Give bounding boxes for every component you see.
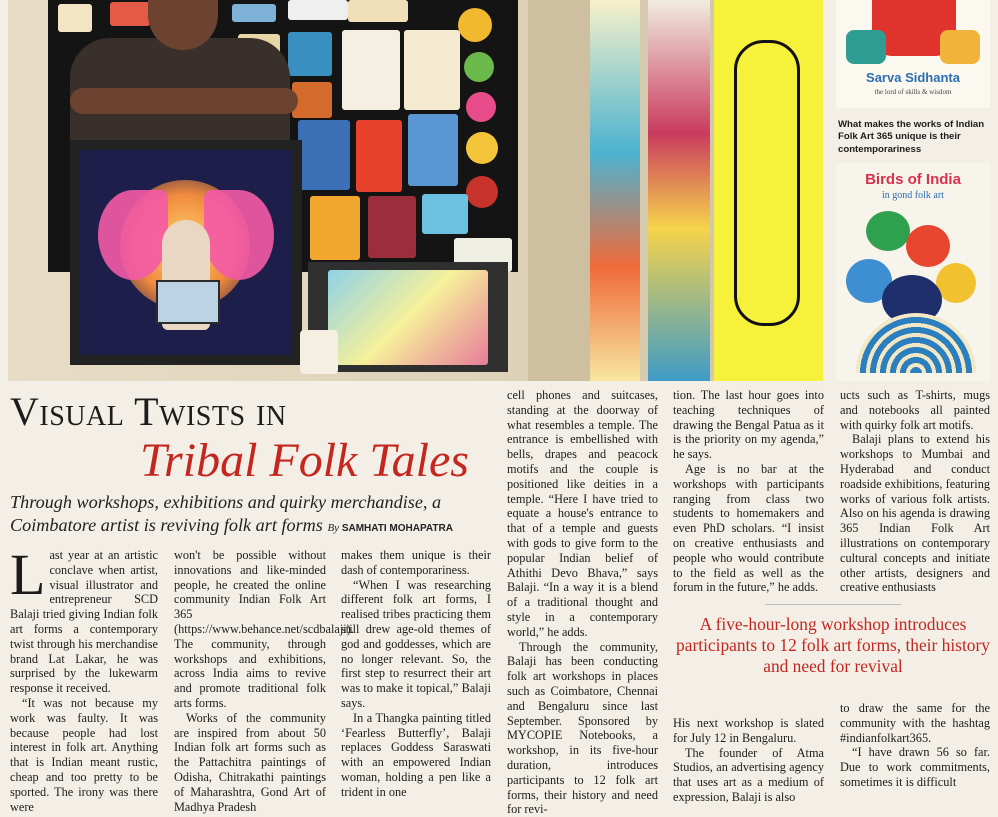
column-5-bottom bbox=[673, 716, 824, 805]
column-5-top bbox=[673, 388, 824, 595]
bird-icon bbox=[936, 263, 976, 303]
dropcap: L bbox=[10, 542, 46, 607]
c3-p3: In a Thangka painting titled ‘Fearless Butterfly’, Balaji replaces Goddess Saraswati with an empowered Indian woman, holding a pen like a trident in one bbox=[341, 710, 491, 799]
hanging-banner-3 bbox=[714, 0, 823, 381]
painted-mug bbox=[300, 330, 338, 374]
byline-by: By bbox=[327, 522, 340, 534]
birds-title: Birds of India bbox=[865, 171, 961, 188]
main-photo bbox=[8, 0, 823, 381]
sarva-sidhanta-subtitle: the lord of skills & wisdom bbox=[874, 88, 952, 96]
c3-p1: makes them unique is their dash of contemporariness. bbox=[341, 548, 491, 577]
fearless-butterfly-artwork bbox=[80, 150, 292, 355]
c5-p2: Age is no bar at the workshops with participants ranging from class two students to homemakers and even PhD scholars. “I insist on creative enthusiasts and people who would contribute to the field as well as the forum in the future,” he adds. bbox=[673, 461, 824, 595]
column-3 bbox=[341, 548, 491, 800]
c5-p1: tion. The last hour goes into teaching techniques of drawing the Bengal Patua as it is the priority on my agenda,” he says. bbox=[673, 388, 824, 462]
column-1 bbox=[10, 542, 158, 814]
birds-subtitle: in gond folk art bbox=[882, 190, 944, 201]
shelf-artwork bbox=[308, 262, 508, 372]
deck-text: Through workshops, exhibitions and quirky merchandise, a Coimbatore artist is reviving folk art forms bbox=[10, 492, 442, 535]
pull-quote-rule bbox=[765, 604, 901, 605]
person-arms bbox=[70, 88, 298, 114]
sarva-sidhanta-artwork bbox=[836, 0, 990, 108]
c2-p2: Works of the community are inspired from about 50 Indian folk art forms such as the Pattachitra paintings of Odisha, Chitrakathi paintings of Maharashtra, Gond Art of Madhya Pradesh bbox=[174, 710, 326, 814]
column-2 bbox=[174, 548, 354, 814]
headline-line1: Visual Twists in bbox=[10, 389, 287, 434]
c5-p4: The founder of Atma Studios, an advertising agency that uses art as a medium of expression, Balaji is also bbox=[673, 745, 824, 804]
column-6-top bbox=[840, 388, 990, 595]
c6-p1: ucts such as T-shirts, mugs and notebooks all painted with quirky folk art motifs. bbox=[840, 388, 990, 432]
c6-p4: “I have drawn 56 so far. Due to work commitments, sometimes it is difficult bbox=[840, 745, 990, 789]
sarva-sidhanta-title: Sarva Sidhanta bbox=[866, 70, 960, 85]
deck bbox=[10, 491, 494, 540]
c4-p1: cell phones and suitcases, standing at the doorway of what resembles a temple. The entrance is embellished with bells, drapes and peacock motifs and the couple is positioned like deities in a temple. “Here I have tried to equate a house's entrance to that of a temple and guests with gods to give form to the popular Indian belief of Athithi Devo Bhava,” says Balaji. “In a way it is a blend of a traditional thought and style in a contemporary world,” he adds. bbox=[507, 388, 658, 639]
c2-p1: won't be possible without innovations and like-minded people, he created the online community Indian Folk Art 365 (https://www.behance.net/scdbalaji). The community, through workshops and exhibitions, across India aims to revive and promote traditional folk arts forms. bbox=[174, 548, 354, 710]
bird-icon bbox=[866, 211, 910, 251]
c1-p2: “It was not because my work was faulty. It was because people had lost interest in folk art. Anything that is Indian meant rustic, cheap and too pretty to be sported. The irony was there were bbox=[10, 695, 158, 814]
c1-p1: ast year at an artistic conclave when artist, visual illustrator and entrepreneur SCD Balaji tried giving Indian folk art forms a contemporary twist through his merchandise brand Lat Lakar, he was surprised by the lukewarm response it received. bbox=[10, 548, 158, 696]
c5-p3: His next workshop is slated for July 12 in Bengaluru. bbox=[673, 716, 824, 745]
c3-p2: “When I was researching different folk art forms, I realised tribes practicing them still drew age-old themes of god and goddesses, which are no longer relevant. So, the first step to resurrect their art was to make it topical,” Balaji says. bbox=[341, 577, 491, 710]
birds-of-india-artwork bbox=[836, 163, 990, 381]
pull-quote: A five-hour-long workshop introduces participants to 12 folk art forms, their history and need for revival bbox=[676, 614, 990, 676]
c4-p2: Through the community, Balaji has been conducting folk art workshops in places such as Coimbatore, Chennai and Bengaluru since last September. Sponsored by MYCOPIE Notebooks, a workshop, in its five-hour duration, introduces participants to 12 folk art forms, their history and need for revi- bbox=[507, 639, 658, 817]
peacock-tail bbox=[856, 313, 976, 373]
column-6-bottom bbox=[840, 701, 990, 790]
bird-icon bbox=[906, 225, 950, 267]
hanging-banner-1 bbox=[590, 0, 640, 381]
photo-caption: What makes the works of Indian Folk Art 365 unique is their contemporariness bbox=[838, 119, 985, 155]
c6-p3: to draw the same for the community with the hashtag #indianfolkart365. bbox=[840, 701, 990, 745]
c6-p2: Balaji plans to extend his workshops to Mumbai and Hyderabad and conduct roadside exhibitions, featuring works of various folk artists. Also on his agenda is drawing 365 Indian Folk Art illustrations on contemporary cultural concepts and initiate other artists, designers and creative enthusiasts bbox=[840, 432, 990, 595]
column-4 bbox=[507, 388, 658, 817]
byline bbox=[327, 523, 453, 534]
byline-author: SAMHATI MOHAPATRA bbox=[341, 523, 453, 534]
headline-line2: Tribal Folk Tales bbox=[140, 434, 469, 487]
hanging-banner-2 bbox=[648, 0, 710, 381]
